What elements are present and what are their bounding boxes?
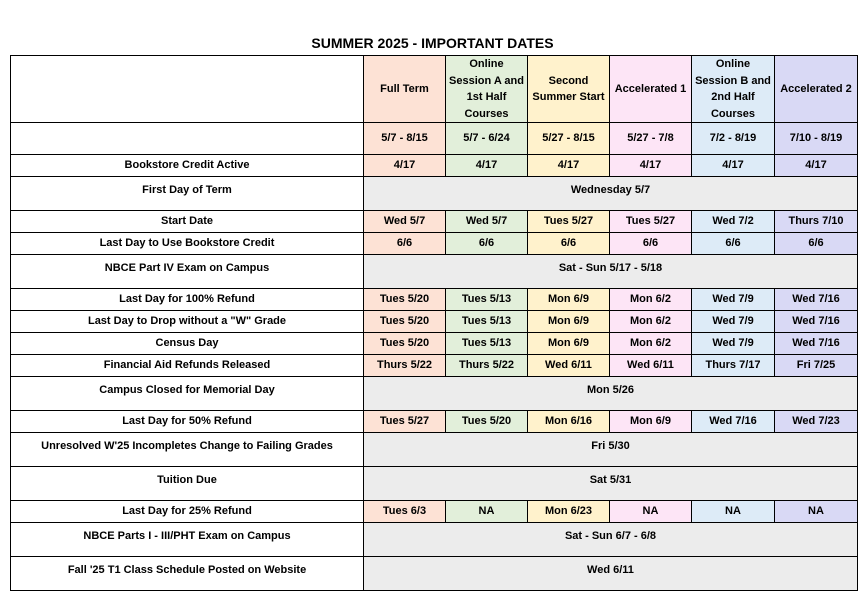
date-cell: 6/6	[775, 233, 858, 255]
date-cell: Fri 7/25	[775, 355, 858, 377]
important-dates-table	[10, 55, 858, 591]
date-cell: Wed 7/9	[692, 289, 775, 311]
date-range-row	[11, 123, 858, 155]
table-row	[11, 233, 858, 255]
merged-date-cell: Sat - Sun 5/17 - 5/18	[364, 255, 858, 289]
date-cell: Wed 7/9	[692, 333, 775, 355]
row-label: Last Day to Use Bookstore Credit	[11, 233, 364, 255]
date-cell: 4/17	[775, 155, 858, 177]
column-header: Online Session A and 1st Half Courses	[446, 56, 528, 123]
date-cell: Wed 7/23	[775, 411, 858, 433]
date-cell: Mon 6/2	[610, 311, 692, 333]
date-cell: Wed 5/7	[364, 211, 446, 233]
page-title: SUMMER 2025 - IMPORTANT DATES	[311, 35, 554, 51]
date-cell: Mon 6/9	[528, 333, 610, 355]
table-row	[11, 523, 858, 557]
date-range-cell: 5/7 - 6/24	[446, 123, 528, 155]
row-label: Tuition Due	[11, 467, 364, 501]
table-row	[11, 355, 858, 377]
date-range-cell: 7/10 - 8/19	[775, 123, 858, 155]
date-cell: Tues 5/27	[528, 211, 610, 233]
table-row	[11, 255, 858, 289]
date-cell: 6/6	[364, 233, 446, 255]
date-cell: Tues 5/20	[364, 289, 446, 311]
header-row	[11, 56, 858, 123]
merged-date-cell: Mon 5/26	[364, 377, 858, 411]
table-row	[11, 557, 858, 591]
row-label: Last Day for 50% Refund	[11, 411, 364, 433]
date-cell: Mon 6/9	[528, 289, 610, 311]
row-label: First Day of Term	[11, 177, 364, 211]
date-range-cell: 5/27 - 7/8	[610, 123, 692, 155]
date-cell: NA	[775, 501, 858, 523]
date-cell: Mon 6/2	[610, 289, 692, 311]
date-cell: Mon 6/16	[528, 411, 610, 433]
row-label: Last Day for 25% Refund	[11, 501, 364, 523]
date-cell: Wed 7/16	[775, 311, 858, 333]
date-cell: Wed 6/11	[610, 355, 692, 377]
date-cell: Mon 6/9	[610, 411, 692, 433]
date-cell: 6/6	[692, 233, 775, 255]
row-label: Unresolved W'25 Incompletes Change to Failing Grades	[11, 433, 364, 467]
merged-date-cell: Fri 5/30	[364, 433, 858, 467]
date-cell: Tues 5/13	[446, 333, 528, 355]
date-cell: 4/17	[364, 155, 446, 177]
date-cell: 4/17	[528, 155, 610, 177]
table-row	[11, 411, 858, 433]
row-label: Last Day to Drop without a "W" Grade	[11, 311, 364, 333]
merged-date-cell: Sat - Sun 6/7 - 6/8	[364, 523, 858, 557]
table-row	[11, 467, 858, 501]
date-range-cell: 5/7 - 8/15	[364, 123, 446, 155]
date-range-cell: 5/27 - 8/15	[528, 123, 610, 155]
table-row	[11, 501, 858, 523]
date-cell: Mon 6/9	[528, 311, 610, 333]
merged-date-cell: Sat 5/31	[364, 467, 858, 501]
date-cell: Wed 7/16	[692, 411, 775, 433]
row-label: Last Day for 100% Refund	[11, 289, 364, 311]
date-cell: 4/17	[692, 155, 775, 177]
date-cell: NA	[610, 501, 692, 523]
date-cell: Tues 5/27	[364, 411, 446, 433]
date-cell: Wed 7/16	[775, 333, 858, 355]
date-cell: Mon 6/23	[528, 501, 610, 523]
row-label: Fall '25 T1 Class Schedule Posted on Website	[11, 557, 364, 591]
date-cell: 6/6	[528, 233, 610, 255]
date-cell: Wed 7/16	[775, 289, 858, 311]
table-row	[11, 377, 858, 411]
column-header: Online Session B and 2nd Half Courses	[692, 56, 775, 123]
table-row	[11, 211, 858, 233]
row-label: Start Date	[11, 211, 364, 233]
row-label: NBCE Parts I - III/PHT Exam on Campus	[11, 523, 364, 557]
column-header: Accelerated 2	[775, 56, 858, 123]
table-row	[11, 155, 858, 177]
table-row	[11, 311, 858, 333]
date-cell: NA	[446, 501, 528, 523]
date-cell: Wed 6/11	[528, 355, 610, 377]
date-cell: 4/17	[610, 155, 692, 177]
date-cell: Wed 7/2	[692, 211, 775, 233]
column-header: Full Term	[364, 56, 446, 123]
date-cell: Thurs 5/22	[446, 355, 528, 377]
header-corner-cell	[11, 56, 364, 123]
merged-date-cell: Wed 6/11	[364, 557, 858, 591]
row-label: Bookstore Credit Active	[11, 155, 364, 177]
date-cell: Tues 5/20	[446, 411, 528, 433]
column-header: Accelerated 1	[610, 56, 692, 123]
row-label: NBCE Part IV Exam on Campus	[11, 255, 364, 289]
date-cell: Thurs 5/22	[364, 355, 446, 377]
date-cell: Tues 5/13	[446, 289, 528, 311]
merged-date-cell: Wednesday 5/7	[364, 177, 858, 211]
date-cell: Thurs 7/10	[775, 211, 858, 233]
date-range-cell: 7/2 - 8/19	[692, 123, 775, 155]
row-label: Census Day	[11, 333, 364, 355]
date-cell: Wed 5/7	[446, 211, 528, 233]
row-label: Financial Aid Refunds Released	[11, 355, 364, 377]
date-cell: Tues 6/3	[364, 501, 446, 523]
date-cell: Wed 7/9	[692, 311, 775, 333]
date-cell: Tues 5/13	[446, 311, 528, 333]
date-cell: Mon 6/2	[610, 333, 692, 355]
date-cell: Thurs 7/17	[692, 355, 775, 377]
range-corner-cell	[11, 123, 364, 155]
date-cell: Tues 5/27	[610, 211, 692, 233]
table-row	[11, 433, 858, 467]
date-cell: Tues 5/20	[364, 333, 446, 355]
column-header: Second Summer Start	[528, 56, 610, 123]
table-row	[11, 289, 858, 311]
table-row	[11, 333, 858, 355]
date-cell: 4/17	[446, 155, 528, 177]
row-label: Campus Closed for Memorial Day	[11, 377, 364, 411]
date-cell: 6/6	[610, 233, 692, 255]
date-cell: NA	[692, 501, 775, 523]
date-cell: Tues 5/20	[364, 311, 446, 333]
date-cell: 6/6	[446, 233, 528, 255]
table-row	[11, 177, 858, 211]
